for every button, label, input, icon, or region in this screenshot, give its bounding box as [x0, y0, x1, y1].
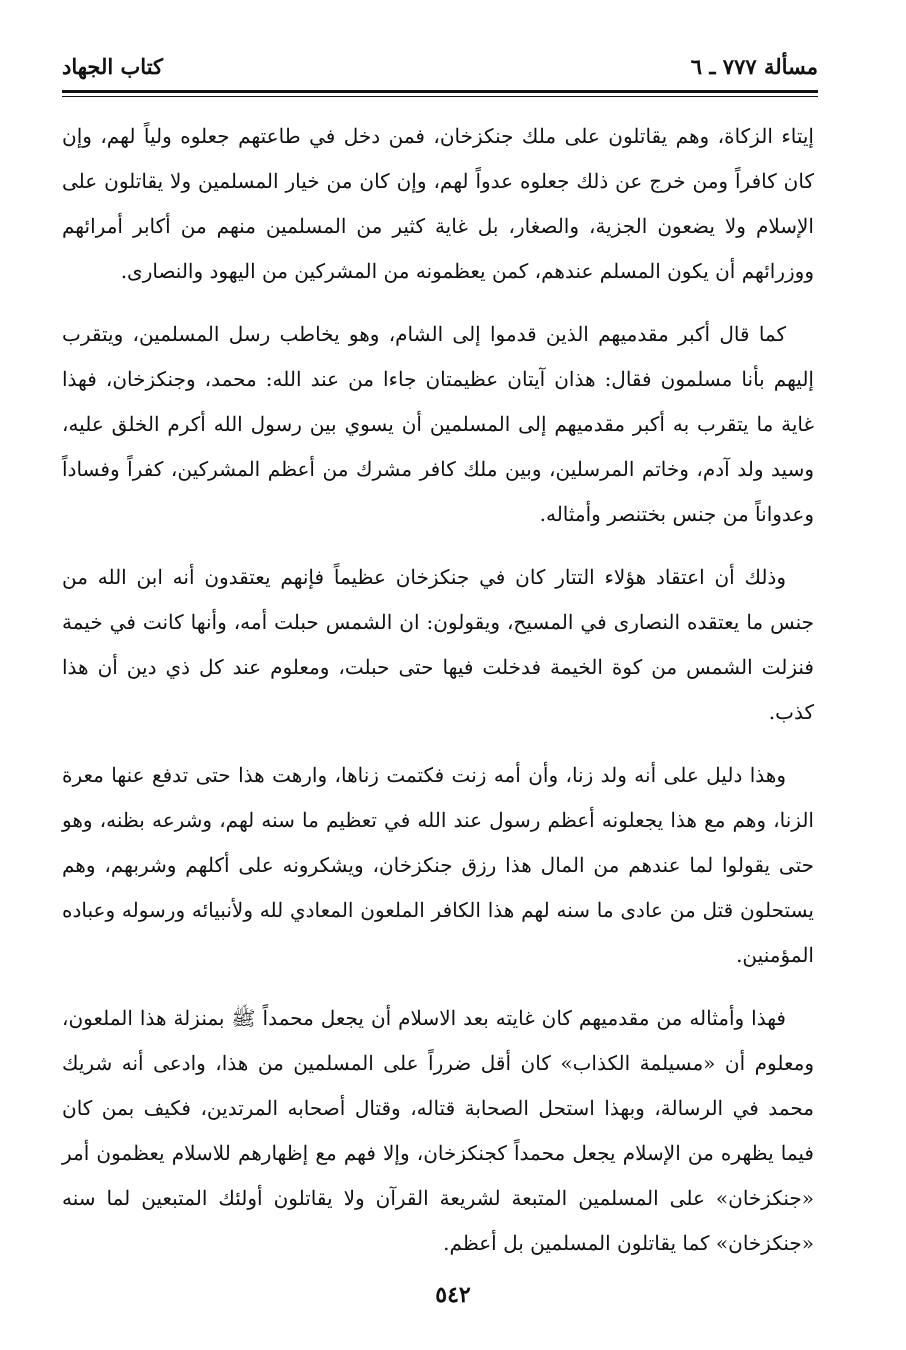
issue-number: مسألة ٧٧٧ ـ ٦ [690, 54, 818, 79]
book-title: كتاب الجهاد [62, 54, 164, 79]
main-text [62, 114, 814, 1284]
paragraph-1: إيتاء الزكاة، وهم يقاتلون على ملك جنكزخان، فمن دخل في طاعتهم جعلوه ولياً لهم، وإن كان كافراً ومن خرج عن ذلك جعلوه عدواً لهم، وإن كان من خيار المسلمين ولا يقاتلون على الإسلام ولا يضعون الجزية، والصغار، بل غاية كثير من المسلمين منهم من أكابر أمرائهم ووزرائهم أن يكون المسلم عندهم، كمن يعظمونه من المشركين من اليهود والنصارى. [62, 124, 814, 283]
header-rule-thick [62, 90, 818, 93]
paragraph-4: وهذا دليل على أنه ولد زنا، وأن أمه زنت فكتمت زناها، وارهت هذا حتى تدفع عنها معرة الزنا، وهم مع هذا يجعلونه أعظم رسول عند الله في تعظيم ما سنه لهم، وشرعه بظنه، وهو حتى يقولوا لما عندهم من المال هذا رزق جنكزخان، ويشكرونه على أكلهم وشربهم، وهم يستحلون قتل من عادى ما سنه لهم هذا الكافر الملعون المعادي لله ولأنبيائه ورسوله وعباده المؤمنين. [62, 763, 815, 967]
paragraph-3: وذلك أن اعتقاد هؤلاء التتار كان في جنكزخان عظيماً فإنهم يعتقدون أنه ابن الله من جنس ما يعتقده النصارى في المسيح، ويقولون: ان الشمس حبلت أمه، وأنها كانت في خيمة فنزلت الشمس من كوة الخيمة فدخلت فيها حتى حبلت، ومعلوم عند كل ذي دين أن هذا كذب. [62, 565, 814, 724]
paragraph-5: فهذا وأمثاله من مقدميهم كان غايته بعد الاسلام أن يجعل محمداً ﷺ بمنزلة هذا الملعون، ومعلوم أن «مسيلمة الكذاب» كان أقل ضرراً على المسلمين من هذا، وادعى أنه شريك محمد في الرسالة، وبهذا استحل الصحابة قتاله، وقتال أصحابه المرتدين، فكيف بمن كان فيما يظهره من الإسلام يجعل محمداً كجنكزخان، وإلا فهم مع إظهارهم للاسلام يعظمون أمر «جنكزخان» على المسلمين المتبعة لشريعة القرآن ولا يقاتلون أولئك المتبعين لما سنه «جنكزخان» كما يقاتلون المسلمين بل أعظم. [62, 1006, 814, 1255]
running-head [62, 48, 818, 88]
paragraph-2: كما قال أكبر مقدميهم الذين قدموا إلى الشام، وهو يخاطب رسل المسلمين، ويتقرب إليهم بأنا مسلمون فقال: هذان آيتان عظيمتان جاءا من عند الله: محمد، وجنكزخان، فهذا غاية ما يتقرب به أكبر مقدميهم إلى المسلمين أن يسوي بين رسول الله أكرم الخلق عليه، وسيد ولد آدم، وخاتم المرسلين، وبين ملك كافر مشرك من أعظم المشركين، كفراً وفساداً وعدواناً من جنس بختنصر وأمثاله. [62, 322, 814, 526]
header-rule-thin [62, 96, 818, 97]
page-number: ٥٤٢ [435, 1282, 471, 1308]
